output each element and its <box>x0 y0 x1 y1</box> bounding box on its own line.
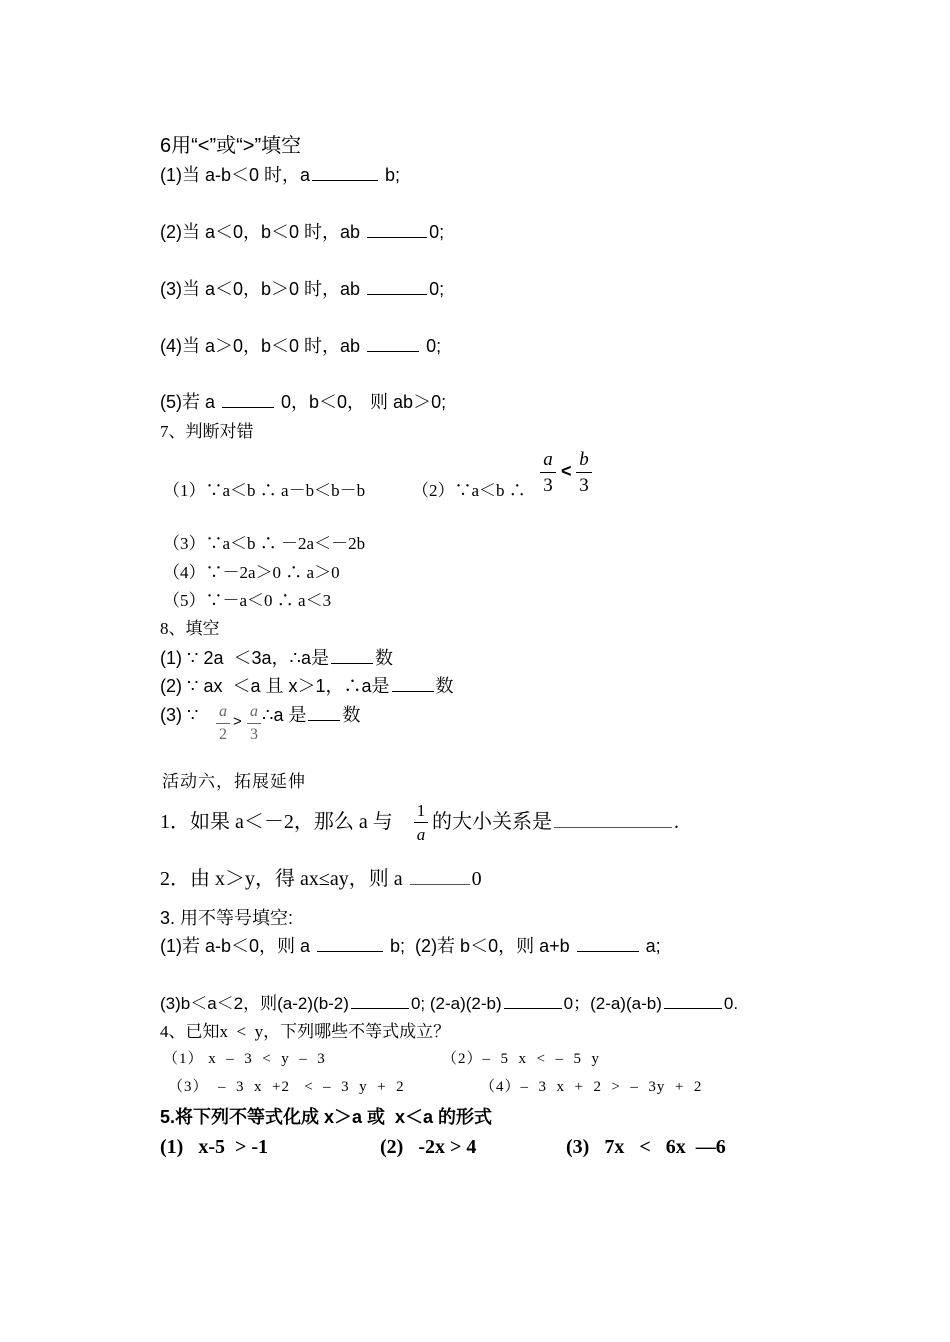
greater-than-sign: > <box>233 713 242 730</box>
q6-item-1: (1)当 a-b＜0 时，a b; <box>160 165 401 185</box>
q6-item-4: (4)当 a＞0，b＜0 时，ab 0; <box>160 336 442 356</box>
activity-p5-item-3: (3) 7x < 6x —6 <box>566 1136 726 1158</box>
answer-blank[interactable] <box>577 950 639 952</box>
answer-blank[interactable] <box>367 293 427 295</box>
activity-p3-title: 3. 用不等号填空: <box>160 908 294 928</box>
activity-p5-title: 5.将下列不等式化成 x＞a 或 x＜a 的形式 <box>160 1107 493 1127</box>
q7-item-2: （2）∵a＜b ∴ <box>412 481 526 500</box>
activity-p4-title: 4、已知x < y，下列哪些不等式成立？ <box>160 1022 451 1041</box>
activity-p5-item-1: (1) x-5 > -1 <box>160 1136 269 1158</box>
q6-item-3: (3)当 a＜0，b＞0 时，ab 0; <box>160 279 445 299</box>
answer-blank[interactable] <box>312 179 378 181</box>
answer-blank[interactable] <box>222 406 274 408</box>
answer-blank[interactable] <box>308 719 340 721</box>
q8-item-2: (2) ∵ ax ＜a 且 x＞1，∴a是 数 <box>160 676 454 696</box>
q7-item-3: （3）∵a＜b ∴ －2a＜－2b <box>163 534 366 553</box>
q7-item-4: （4）∵－2a＞0 ∴ a＞0 <box>163 563 340 582</box>
q7-item-1: （1）∵a＜b ∴ a－b＜b－b <box>163 481 366 500</box>
activity-title: 活动六，拓展延伸 <box>162 772 306 791</box>
q7-title: 7、判断对错 <box>160 422 254 441</box>
answer-blank[interactable] <box>504 1007 562 1009</box>
q6-item-5: (5)若 a 0，b＜0， 则 ab＞0; <box>160 392 447 412</box>
activity-p4-item-4: （4）– 3 x + 2 > – 3y + 2 <box>480 1079 703 1095</box>
activity-p3-line2: (3)b＜a＜2，则(a-2)(b-2) 0; (2-a)(2-b) 0；(2-a)(a-b) 0. <box>160 994 739 1013</box>
answer-blank[interactable] <box>367 236 427 238</box>
activity-p1-tail: 的大小关系是 . <box>432 811 679 833</box>
fraction-a-over-3: a 3 <box>247 704 261 743</box>
activity-p5-item-2: (2) -2x > 4 <box>380 1136 477 1158</box>
answer-blank[interactable] <box>331 662 373 664</box>
activity-p4-item-1: （1） x – 3 < y – 3 <box>163 1051 326 1067</box>
answer-blank[interactable] <box>392 690 434 692</box>
fraction-a-over-2: a 2 <box>216 704 230 743</box>
less-than-sign: < <box>561 461 572 481</box>
q8-item-3-lead: (3) ∵ <box>160 705 199 725</box>
answer-blank[interactable] <box>410 883 470 885</box>
fraction-b-over-3: b 3 <box>576 450 592 495</box>
q8-title: 8、填空 <box>160 619 220 638</box>
q6-item-2: (2)当 a＜0，b＜0 时，ab 0; <box>160 222 445 242</box>
fraction-a-over-3: a 3 <box>540 450 556 495</box>
answer-blank[interactable] <box>664 1007 722 1009</box>
q8-item-3: ∴a 是 数 <box>262 705 361 725</box>
activity-p1: 1．如果 a＜－2，那么 a 与 <box>160 811 393 833</box>
answer-blank[interactable] <box>351 1007 409 1009</box>
activity-p3-line1: (1)若 a-b＜0，则 a b; (2)若 b＜0，则 a+b a; <box>160 936 661 956</box>
activity-p4-item-2: （2）– 5 x < – 5 y <box>442 1051 600 1067</box>
answer-blank[interactable] <box>554 826 672 828</box>
answer-blank[interactable] <box>317 950 383 952</box>
q7-item-5: （5）∵－a＜0 ∴ a＜3 <box>163 591 332 610</box>
activity-p4-item-3: （3） – 3 x +2 < – 3 y + 2 <box>168 1079 405 1095</box>
q8-item-1: (1) ∵ 2a ＜3a，∴a是 数 <box>160 648 393 668</box>
answer-blank[interactable] <box>367 350 419 352</box>
activity-p2: 2．由 x＞y，得 ax≤ay，则 a 0 <box>160 868 482 890</box>
q6-title: 6用“<”或“>”填空 <box>160 135 302 157</box>
fraction-1-over-a: 1 a <box>414 802 428 843</box>
